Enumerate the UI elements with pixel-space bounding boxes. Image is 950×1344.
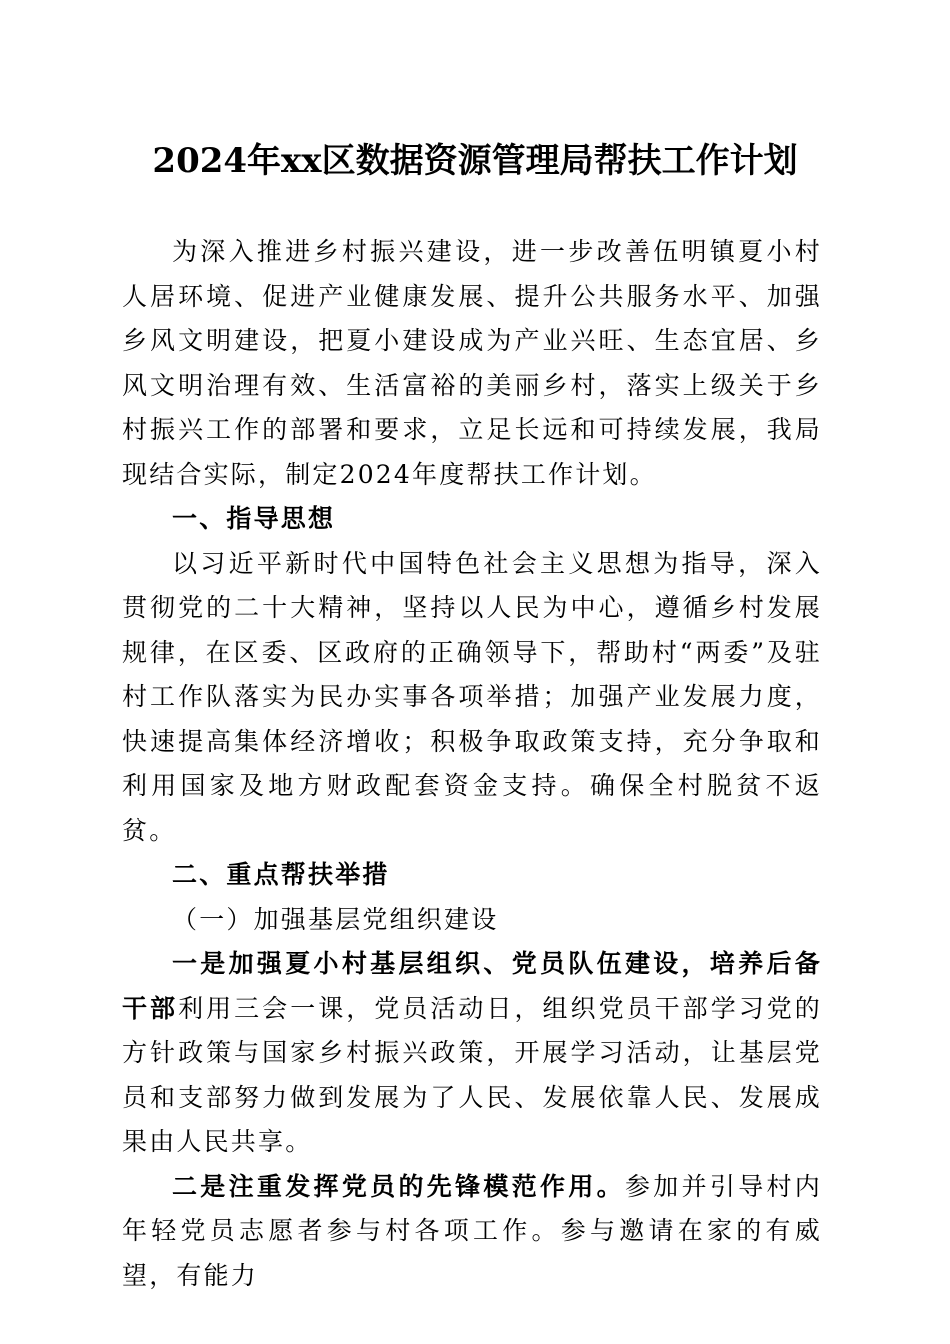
paragraph-1-text: 利用三会一课，党员活动日，组织党员干部学习党的方针政策与国家乡村振兴政策，开展学习活动，让基层党员和支部努力做到发展为了人民、发展依靠人民、发展成果由人民共享。 <box>122 993 822 1156</box>
section-heading-key-measures: 二、重点帮扶举措 <box>172 860 390 889</box>
paragraph-1-lead: 一是加强夏小村基层组织、党员队伍建设，培养后备干部 <box>122 949 822 1023</box>
section-heading-guiding-thought: 一、指导思想 <box>172 504 336 533</box>
paragraph-2-text: 参加并引导村内年轻党员志愿者参与村各项工作。参与邀请在家的有威望，有能力 <box>122 1171 823 1290</box>
party-building-paragraph-1 <box>122 942 822 1165</box>
intro-paragraph: 为深入推进乡村振兴建设，进一步改善伍明镇夏小村人居环境、促进产业健康发展、提升公共服务水平、加强乡风文明建设，把夏小建设成为产业兴旺、生态宜居、乡风文明治理有效、生活富裕的美丽乡村，落实上级关于乡村振兴工作的部署和要求，立足长远和可持续发展，我局现结合实际，制定2024年度帮扶工作计划。 <box>122 237 822 489</box>
document-title: 2024年xx区数据资源管理局帮扶工作计划 <box>152 141 798 181</box>
guiding-thought-paragraph: 以习近平新时代中国特色社会主义思想为指导，深入贯彻党的二十大精神，坚持以人民为中心，遵循乡村发展规律，在区委、区政府的正确领导下，帮助村“两委”及驻村工作队落实为民办实事各项举措；加强产业发展力度，快速提高集体经济增收；积极争取政策支持，充分争取和利用国家及地方财政配套资金支持。确保全村脱贫不返贫。 <box>122 548 822 845</box>
document-body <box>122 230 822 1298</box>
party-building-paragraph-2 <box>122 1165 822 1299</box>
subsection-heading-party-building: （一）加强基层党组织建设 <box>172 904 499 934</box>
paragraph-2-lead: 二是注重发挥党员的先锋模范作用。 <box>172 1171 625 1201</box>
